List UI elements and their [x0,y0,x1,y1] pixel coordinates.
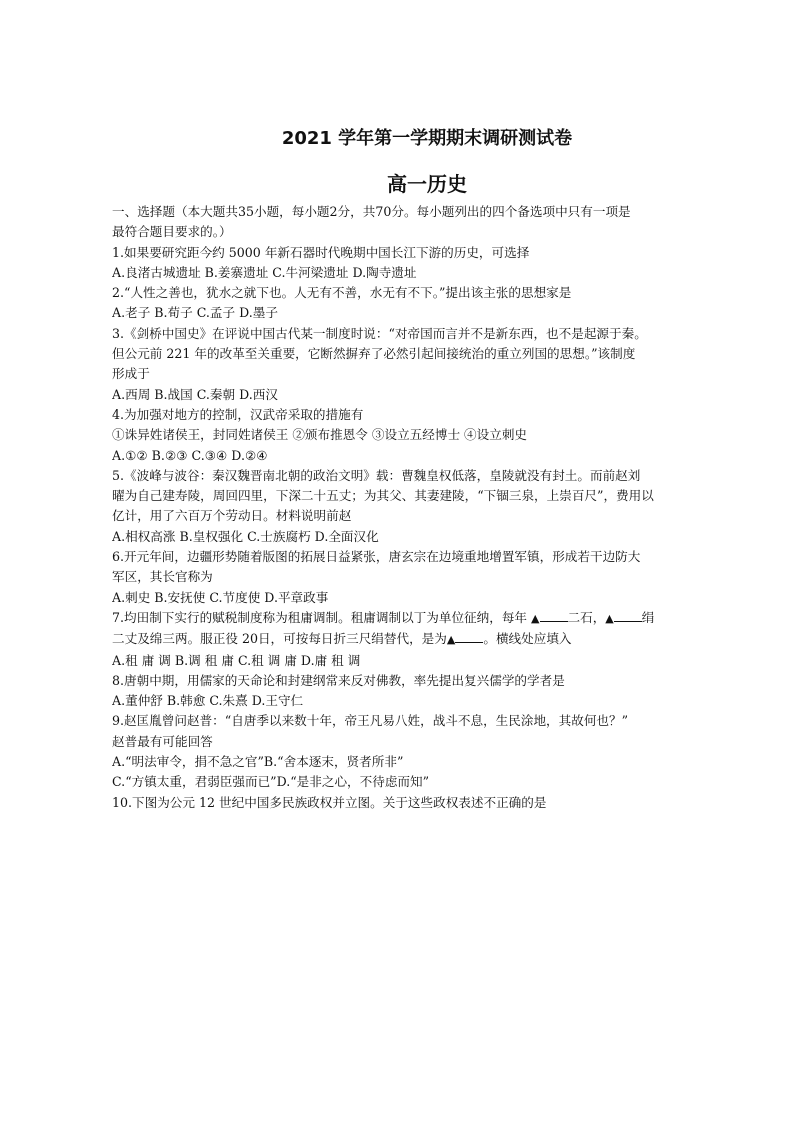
question-line: 曜为自己建寿陵，周回四里，下深二十五丈；为其父、其妻建陵，“下锢三泉，上崇百尺”，费用以 [112,488,654,504]
answer-options: A.董仲舒 B.韩愈 C.朱熹 D.王守仁 [112,693,304,709]
answer-options: A.老子 B.荀子 C.孟子 D.墨子 [112,305,278,321]
question-line: 赵普最有可能回答 [112,733,213,749]
blank-underline [614,609,642,622]
q7-text: 二丈及绵三两。服正役 20日，可按每日折三尺绢替代，是为 [112,631,447,647]
blank-triangle-icon: ▲ [605,611,614,625]
question-line [112,608,702,629]
question-line: 1.如果要研究距今约 5000 年新石器时代晚期中国长江下游的历史，可选择 [112,244,530,260]
question-line: ①诛异姓诸侯王，封同姓诸侯王 ②颁布推恩令 ③设立五经博士 ④设立刺史 [112,427,528,443]
answer-options: A.良渚古城遗址 B.姜寨遗址 C.牛河梁遗址 D.陶寺遗址 [112,264,417,280]
question-line: 但公元前 221 年的改革至关重要，它断然摒弃了必然引起间接统治的重立列国的思想。”该制度 [112,346,636,362]
q7-text: 7.均田制下实行的赋税制度称为租庸调制。租庸调制以丁为单位征纳，每年 [112,609,528,625]
blank-triangle-icon: ▲ [446,633,456,647]
question-line: 9.赵匡胤曾问赵普：“自唐季以来数十年，帝王凡易八姓，战斗不息，生民涂地，其故何也？” [112,713,629,729]
answer-options: A.刺史 B.安抚使 C.节度使 D.平章政事 [112,589,329,605]
question-line: 5.《波峰与波谷：秦汉魏晋南北朝的政治文明》载：曹魏皇权低落，皇陵就没有封土。而前赵刘 [112,467,641,483]
section-intro: 一、选择题（本大题共35小题，每小题2分，共70分。每小题列出的四个备选项中只有一项是 [112,204,631,219]
q7-text: 二石， [567,609,606,625]
question-line: 10.下图为公元 12 世纪中国多民族政权并立图。关于这些政权表述不正确的是 [112,794,547,810]
answer-options: A.相权高涨 B.皇权强化 C.士族腐朽 D.全面汉化 [112,528,379,544]
exam-body [112,202,702,813]
answer-options: C.“方镇太重，君弱臣强而已”D.“是非之心，不待虑而知” [112,774,430,790]
question-line: 军区，其长官称为 [112,569,213,585]
blank-underline [540,609,568,622]
question-line: 形成于 [112,366,150,382]
section-intro: 最符合题目要求的。） [112,224,232,240]
q7-text: 。横线处应填入 [483,631,572,647]
question-line: 4.为加强对地方的控制，汉武帝采取的措施有 [112,406,364,422]
answer-options: A.西周 B.战国 C.秦朝 D.西汉 [112,386,278,402]
question-line: 8.唐朝中期，用儒家的天命论和封建纲常来反对佛教，率先提出复兴儒学的学者是 [112,672,565,688]
exam-title: 2021 学年第一学期期末调研测试卷 [281,128,573,149]
blank-triangle-icon: ▲ [531,611,540,625]
answer-options: A.租 庸 调 B.调 租 庸 C.租 调 庸 D.庸 租 调 [112,652,361,668]
question-line: 2.“人性之善也，犹水之就下也。人无有不善，水无有不下。”提出该主张的思想家是 [112,285,572,301]
question-line: 亿计，用了六百万个劳动日。材料说明前赵 [112,508,352,524]
question-line: 6.开元年间，边疆形势随着版图的拓展日益紧张，唐玄宗在边境重地增置军镇，形成若干边防大 [112,549,641,565]
q7-text: 绢 [641,609,655,625]
question-line: 3.《剑桥中国史》在评说中国古代某一制度时说：“对帝国而言并不是新东西，也不是起源于秦。 [112,325,647,341]
blank-underline [455,630,483,643]
answer-options: A.①② B.②③ C.③④ D.②④ [112,447,268,463]
answer-options: A.“明法审令，捐不急之官”B.“舍本逐末，贤者所非” [112,754,404,770]
subject-title: 高一历史 [387,172,467,196]
question-line [112,629,702,650]
